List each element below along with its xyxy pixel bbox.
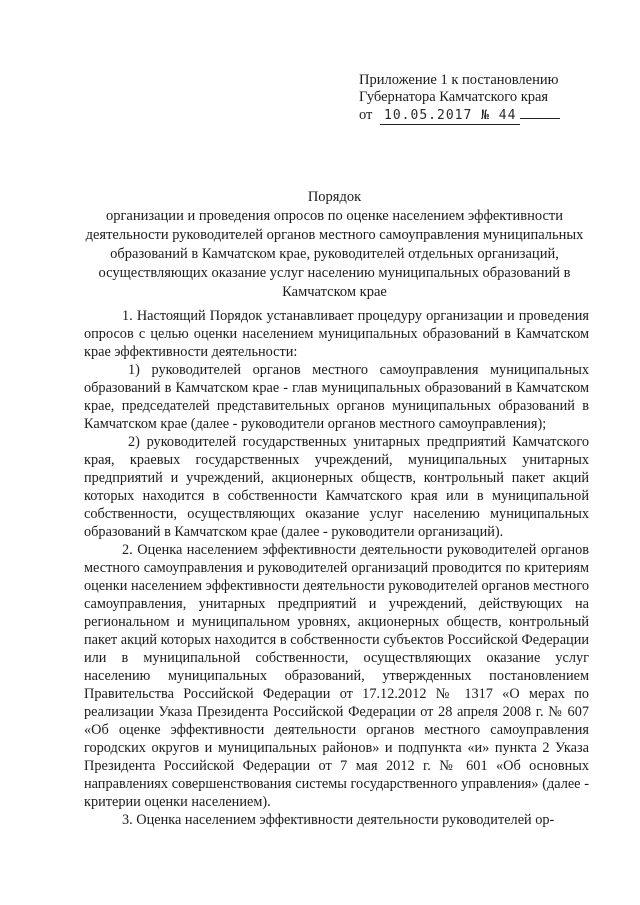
appendix-date-field [380, 107, 520, 125]
paragraph-1: 1. Настоящий Порядок устанавливает процедуру организации и проведения опросов с целью оценки населением муниципальных образований в Камчатском крае эффективности деятельности: [84, 308, 589, 360]
appendix-underline [520, 106, 560, 119]
paragraph-2: 2. Оценка населением эффективности деятельности руководителей органов местного самоуправления и руководителей организаций проводится по критериям оценки населением эффективности деятельности руководителей органов местного самоуправления, унитарных предприятий и учреждений, действующих на региональном и муниципальном уровнях, акционерных обществ, контрольный пакет акций которых находится в собственности субъектов Российской Федерации или в муниципальной собственности, осуществляющих оказание услуг населению муниципальных образований, утвержденных постановлением Правительства Российской Федерации от 17.12.2012 № 1317 «О мерах по реализации Указа Президента Российской Федерации от 28 апреля 2008 г. № 607 «Об оценке эффективности деятельности органов местного самоуправления городских округов и муниципальных районов» и подпункта «и» пункта 2 Указа Президента Российской Федерации от 7 мая 2012 г. № 601 «Об основных направлениях совершенствования системы государственного управления» (далее - критерии оценки населением). [84, 542, 589, 810]
paragraph-3: 3. Оценка населением эффективности деятельности руководителей ор- [122, 812, 555, 828]
title-heading: Порядок [307, 189, 362, 205]
document-title [82, 188, 587, 302]
appendix-date-number: 10.05.2017 № 44 [384, 108, 517, 123]
list-item-2: 2) руководителей государственных унитарных предприятий Камчатского края, краевых государственных учреждений, муниципальных унитарных предприятий и учреждений, акционерных обществ, контрольный пакет акций которых находится в собственности Камчатского края или в муниципальной собственности, осуществляющих оказание услуг населению муниципальных образований в Камчатском крае (далее - руководители организаций). [84, 434, 589, 540]
appendix-date-row [359, 106, 619, 125]
list-item-1: 1) руководителей органов местного самоуправления муниципальных образований в Камчатском крае - глав муниципальных образований в Камчатском крае, председателей представительных органов муниципальных образований в Камчатском крае (далее - руководители органов местного самоуправления); [84, 362, 589, 432]
title-subtitle: организации и проведения опросов по оценке населением эффективности деятельности руководителей органов местного самоуправления муниципальных образований в Камчатском крае, руководителей отдельных организаций, осуществляющих оказание услуг населению муниципальных образований в Камчатском крае [85, 208, 584, 300]
document-body [84, 307, 589, 829]
appendix-line-2: Губернатора Камчатского края [359, 89, 549, 105]
appendix-date-prefix: от [359, 107, 373, 123]
appendix-header [359, 72, 619, 125]
appendix-line-1: Приложение 1 к постановлению [359, 72, 559, 88]
